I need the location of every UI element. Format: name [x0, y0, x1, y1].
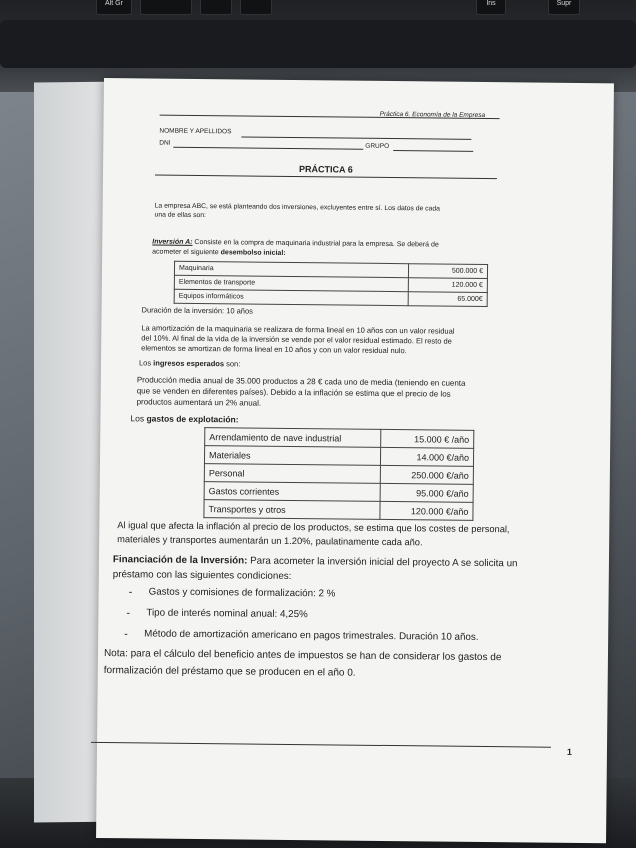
production-line-1: Producción media anual de 35.000 productos a 28 € cada uno de media (teniendo en cuenta	[136, 375, 466, 388]
table-cell: 500.000 €	[408, 264, 487, 279]
financing-line-2: préstamo con las siguientes condiciones:	[112, 569, 292, 582]
intro-line-1: La empresa ABC, se está planteando dos inversiones, excluyentes entre sí. Los datos de cada	[154, 202, 440, 213]
table-cell: Gastos corrientes	[204, 482, 380, 502]
practice-reference: Práctica 6. Economía de la Empresa	[379, 110, 486, 119]
table-cell: 14.000 €/año	[380, 447, 473, 466]
inflation-line-1: Al igual que afecta la inflación al precio de los productos, se estima que los costes de personal,	[117, 520, 510, 535]
table-cell: 250.000 €/año	[380, 465, 473, 484]
production-line-3: productos aumentará un 2% anual.	[136, 397, 262, 408]
inflation-line-2: materiales y transportes aumentarán un 1.20%, paulatinamente cada año.	[117, 534, 423, 548]
table-cell: Elementos de transporte	[174, 275, 408, 291]
financing-line-1	[113, 554, 518, 569]
initial-outlay-table	[174, 261, 488, 307]
table-cell: Arrendamiento de nave industrial	[205, 428, 381, 448]
financing-text: Para acometer la inversión inicial del proyecto A se solicita un	[247, 555, 518, 570]
page-number: 1	[566, 746, 573, 757]
table-cell: 120.000 €/año	[380, 501, 473, 520]
table-cell: Personal	[204, 464, 380, 484]
income-bold: ingresos esperados	[153, 358, 225, 369]
table-row	[204, 500, 473, 521]
amortization-line-1: La amortización de la maquinaria se realizara de forma lineal en 10 años con un valor residual	[141, 323, 455, 336]
production-line-2: que se venden en diferentes países). Debido a la inflación se estima que el precio de los	[136, 386, 451, 399]
name-label: NOMBRE Y APELLIDOS	[159, 127, 232, 136]
delete-key: Supr	[548, 0, 580, 15]
financing-label: Financiación de la Inversión:	[112, 554, 248, 567]
table-cell: Materiales	[204, 446, 380, 466]
name-field-line	[241, 136, 471, 139]
table-row	[174, 289, 487, 306]
insert-key: Ins	[476, 0, 506, 15]
note-line-1: Nota: para el cálculo del beneficio antes de impuestos se han de considerar los gastos de	[103, 648, 502, 664]
loan-condition-3: Método de amortización americano en pagos trimestrales. Duración 10 años.	[144, 628, 479, 643]
group-field-line	[393, 150, 473, 152]
table-cell: 15.000 € /año	[381, 429, 474, 448]
key	[200, 0, 232, 15]
expenses-prefix: Los	[130, 413, 147, 424]
table-cell: Transportes y otros	[204, 500, 380, 520]
investment-duration: Duración de la inversión: 10 años	[141, 305, 253, 316]
expenses-bold: gastos de explotación:	[146, 413, 239, 425]
loan-condition-2: Tipo de interés nominal anual: 4,25%	[146, 607, 308, 621]
income-prefix: Los	[138, 358, 154, 368]
dni-label: DNI	[159, 139, 171, 147]
amortization-line-3: elementos se amortizan de forma lineal en 10 años y con un valor residual nulo.	[141, 343, 407, 356]
table-cell: 120.000 €	[408, 278, 487, 293]
investment-a-text: Consiste en la compra de maquinaria industrial para la empresa. Se deberá de	[192, 238, 439, 249]
initial-outlay-label: desembolso inicial:	[220, 249, 286, 257]
page-title: PRÁCTICA 6	[299, 164, 353, 175]
alt-gr-key: Alt Gr	[96, 0, 132, 15]
table-cell: 65.000€	[408, 292, 487, 307]
keyboard-row	[0, 20, 636, 68]
group-label: GRUPO	[365, 142, 390, 150]
table-cell: 95.000 €/año	[380, 483, 473, 502]
loan-condition-1: Gastos y comisiones de formalización: 2 %	[148, 586, 336, 600]
key	[240, 0, 272, 15]
table-cell: Maquinaria	[174, 261, 408, 277]
investment-a-line-1	[152, 239, 439, 249]
intro-line-2: una de ellas son:	[154, 211, 207, 220]
investment-a-label: Inversión A:	[152, 238, 193, 246]
dni-field-line	[173, 147, 363, 150]
key	[140, 0, 192, 15]
title-rule	[155, 175, 497, 180]
investment-a-line-2	[152, 249, 286, 257]
bullet-dash: -	[128, 586, 133, 599]
footer-rule	[91, 742, 551, 748]
income-suffix: son:	[224, 359, 241, 369]
bullet-dash: -	[126, 607, 131, 620]
document-page	[96, 78, 614, 843]
income-heading	[139, 358, 240, 368]
investment-a-text-2: acometer el siguiente	[152, 248, 221, 257]
amortization-line-2: del 10%. Al final de la vida de la inversión se vende por el valor residual estimado. El resto de	[141, 333, 452, 346]
note-line-2: formalización del préstamo que se producen en el año 0.	[103, 665, 356, 679]
bullet-dash: -	[124, 628, 128, 641]
expenses-heading	[130, 413, 238, 424]
table-cell: Equipos informáticos	[174, 289, 408, 305]
keyboard	[0, 0, 636, 92]
operating-expenses-table	[203, 427, 474, 521]
